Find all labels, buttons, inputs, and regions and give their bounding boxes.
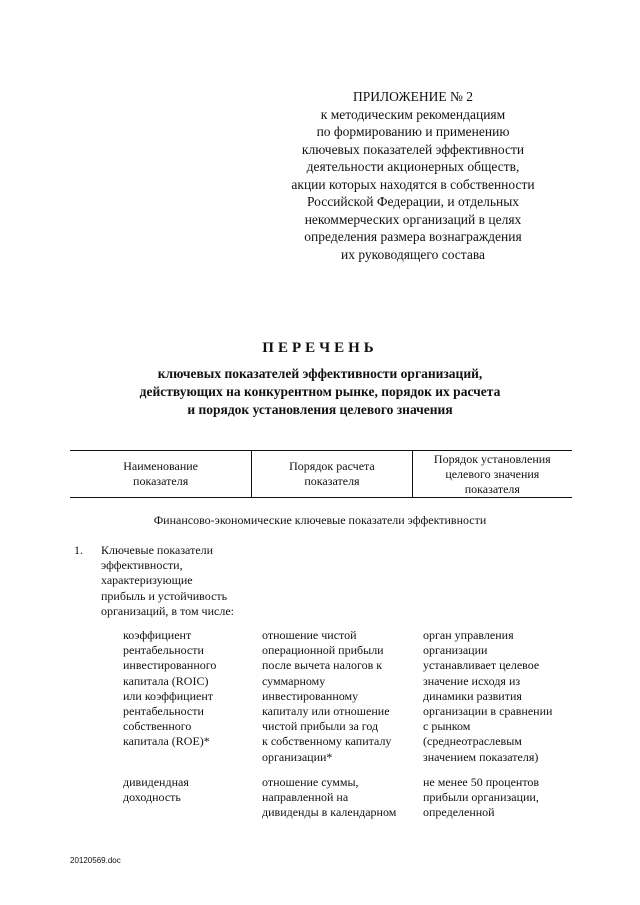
cell-line: прибыли организации, (423, 790, 539, 805)
cell-line: после вычета налогов к (262, 658, 383, 673)
header-text: показателя (133, 474, 189, 488)
subtitle-line: ключевых показателей эффективности организаций, (157, 366, 483, 381)
item-line: организаций, в том числе: (101, 603, 234, 618)
header-cell-calc (252, 451, 412, 497)
item-line: характеризующие (101, 573, 193, 588)
cell-line: рентабельности (123, 643, 204, 658)
cell-line: чистой прибыли за год (262, 719, 379, 734)
cell-line: значение исходя из (423, 673, 521, 688)
cell-line: к собственному капиталу (262, 734, 392, 749)
cell-line: инвестированного (123, 658, 217, 673)
cell-line: капитала (ROE)* (123, 734, 210, 749)
cell-line: капиталу или отношение (262, 704, 390, 719)
header-cell-target (413, 451, 572, 497)
item-line: прибыль и устойчивость (101, 588, 228, 603)
cell-line: операционной прибыли (262, 643, 384, 658)
cell-line: собственного (123, 719, 192, 734)
cell-line: отношение суммы, (262, 775, 359, 789)
appendix-line: деятельности акционерных обществ, (306, 159, 520, 174)
cell-line: значением показателя) (423, 749, 539, 764)
subtitle-line: действующих на конкурентном рынке, порядок их расчета (139, 384, 501, 399)
appendix-line: их руководящего состава (340, 246, 486, 262)
header-cell-name (70, 451, 252, 497)
header-text: показателя (304, 474, 360, 488)
row2-name-cell (123, 775, 189, 805)
appendix-heading: ПРИЛОЖЕНИЕ № 2 (352, 89, 474, 104)
cell-line: или коэффициент (123, 688, 214, 703)
cell-line: организации (423, 643, 488, 658)
cell-line: определенной (423, 805, 495, 820)
item-line: эффективности, (101, 558, 183, 573)
cell-line: организации в сравнении (423, 704, 553, 719)
header-text: Наименование (123, 459, 199, 473)
header-text: целевого значения (445, 466, 540, 481)
document-subtitle (80, 365, 560, 419)
cell-line: направленной на (262, 790, 349, 805)
cell-line: организации* (262, 749, 333, 764)
appendix-line: по формированию и применению (316, 124, 510, 139)
cell-line: с рынком (423, 719, 471, 734)
cell-line: не менее 50 процентов (423, 775, 540, 789)
appendix-line: акции которых находятся в собственности (291, 176, 535, 192)
page-title: ПЕРЕЧЕНЬ (262, 340, 378, 356)
item-number: 1. (74, 543, 83, 557)
cell-line: инвестированному (262, 688, 359, 703)
row2-calc-cell (262, 775, 396, 821)
cell-line: суммарному (262, 673, 326, 688)
cell-line: (среднеотраслевым (423, 734, 522, 749)
header-text: показателя (464, 481, 520, 496)
cell-line: коэффициент (123, 628, 192, 642)
item-line: Ключевые показатели (101, 543, 214, 557)
row1-target-cell (423, 628, 552, 765)
header-text: Порядок установления (433, 451, 551, 466)
appendix-line: определения размера вознаграждения (304, 229, 522, 244)
row1-name-cell (123, 628, 216, 750)
cell-line: орган управления (423, 628, 514, 642)
item-description (101, 543, 234, 619)
appendix-block (268, 88, 558, 263)
appendix-line: некоммерческих организаций в целях (304, 211, 522, 227)
cell-line: динамики развития (423, 688, 522, 703)
section-title: Финансово-экономические ключевые показатели эффективности (153, 513, 487, 527)
header-text: Порядок расчета (289, 459, 375, 473)
cell-line: рентабельности (123, 704, 204, 719)
cell-line: устанавливает целевое (423, 658, 540, 673)
cell-line: отношение чистой (262, 628, 357, 642)
row1-calc-cell (262, 628, 391, 765)
table-header (70, 450, 572, 498)
row2-target-cell (423, 775, 539, 821)
cell-line: капитала (ROIC) (123, 673, 209, 688)
appendix-line: Российской Федерации, и отдельных (306, 194, 520, 209)
subtitle-line: и порядок установления целевого значения (187, 402, 453, 417)
footer-filename: 20120569.doc (70, 856, 121, 865)
cell-line: дивиденды в календарном (262, 805, 397, 820)
cell-line: доходность (123, 790, 181, 805)
appendix-line: к методическим рекомендациям (320, 106, 506, 122)
cell-line: дивидендная (123, 775, 189, 789)
appendix-line: ключевых показателей эффективности (301, 141, 525, 157)
